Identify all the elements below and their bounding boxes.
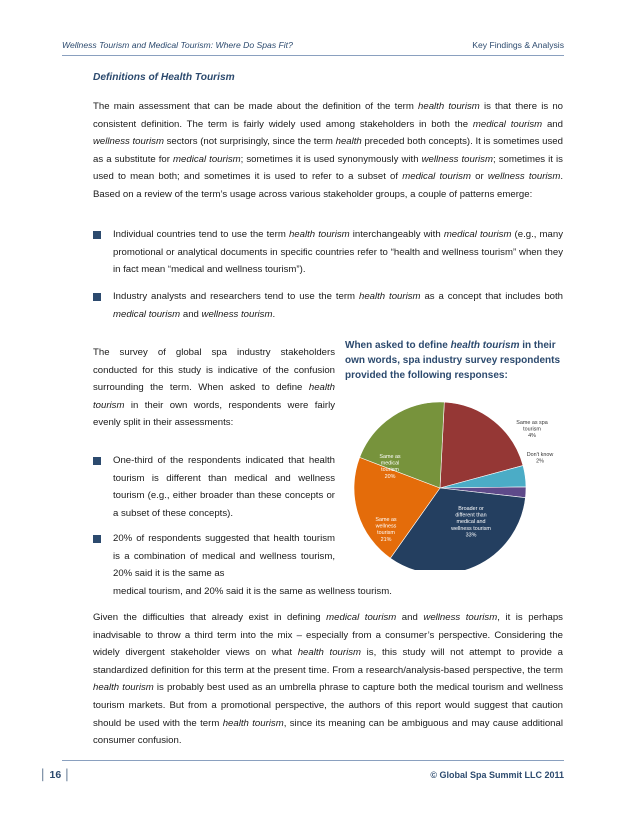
header-section-name: Key Findings & Analysis — [472, 40, 564, 50]
bullet-square-icon — [93, 535, 101, 543]
bullet-text: Individual countries tend to use the term health tourism interchangeably with medical tourism (e.g., many promotional or analytical documents in specific countries refer to “health and wellness tourism” when they in fact mean “medical and wellness tourism”). — [113, 229, 563, 276]
header-report-title: Wellness Tourism and Medical Tourism: Where Do Spas Fit? — [62, 40, 293, 50]
page-footer — [40, 770, 564, 786]
bullet-square-icon — [93, 457, 101, 465]
page-header — [62, 40, 564, 54]
bullet-text: One-third of the respondents indicated that health tourism is different than medical and wellness tourism (e.g., either broader than these concepts or a subset of these concepts). — [113, 455, 335, 519]
survey-bullet-item — [93, 530, 335, 583]
pie-slice-label: Don't know 2% — [526, 452, 554, 465]
page-number: │ 16 │ — [40, 769, 71, 781]
footer-divider — [62, 760, 564, 761]
copyright-text: © Global Spa Summit LLC 2011 — [430, 770, 564, 780]
pie-slice-label: Same as spa tourism 4% — [516, 420, 548, 440]
section-title: Definitions of Health Tourism — [93, 72, 235, 83]
bullet-square-icon — [93, 293, 101, 301]
bullet-item — [93, 226, 563, 279]
bullet-text: Industry analysts and researchers tend to use the term health tourism as a concept that includes both medical tourism and wellness tourism. — [113, 291, 564, 320]
bullet-square-icon — [93, 231, 101, 239]
intro-paragraph: The main assessment that can be made about the definition of the term health tourism is that there is no consistent definition. The term is fairly widely used among stakeholders in both the medical tourism and wellness tourism sectors (not surprisingly, since the term health preceded both concepts). It is sometimes used as a substitute for medical tourism; sometimes it is used synonymously with wellness tourism; sometimes it is used to mean both; and sometimes it is used to refer to a subset of medical tourism or wellness tourism. Based on a review of the term’s usage across various stakeholder groups, a couple of patterns emerge: — [93, 101, 564, 200]
bullet-item — [93, 288, 563, 323]
closing-paragraph: Given the difficulties that already exist in defining medical tourism and wellness tourism, it is perhaps inadvisable to throw a third term into the mix – especially from a consumer’s perspective. Considering the widely divergent stakeholder views on what health tourism is, this study will not attempt to provide a standardized definition for this term at the present time. From a research/analysis-based perspective, the term health tourism is probably best used as an umbrella phrase to capture both the medical tourism and wellness tourism markets. But from a promotional perspective, the authors of this report would suggest that caution should be used with the term health tourism, since its meaning can be ambiguous and may cause additional consumer confusion. — [93, 612, 564, 747]
bullet-text: 20% of respondents suggested that health tourism is a combination of medical and wellness tourism, 20% said it is the same as — [113, 533, 335, 580]
survey-paragraph: The survey of global spa industry stakeholders conducted for this study is indicative of the confusion surrounding the term. When asked to define health tourism in their own words, respondents were fairly evenly split in their assessments: — [93, 347, 335, 429]
pie-slice-label: Same as medical tourism 20% — [379, 454, 401, 480]
header-divider — [62, 55, 564, 56]
chart-heading: When asked to define health tourism in their own words, spa industry survey respondents provided the following responses: — [345, 340, 561, 381]
pie-slice-label: Same as wellness tourism 21% — [375, 517, 397, 543]
pie-slice-label: Broader or different than medical and wellness tourism 33% — [451, 506, 491, 539]
pie-chart-svg — [340, 390, 570, 570]
survey-bullet-continuation: medical tourism, and 20% said it is the same as wellness tourism. — [113, 586, 392, 597]
pie-chart — [340, 390, 570, 570]
survey-bullet-item — [93, 452, 335, 522]
